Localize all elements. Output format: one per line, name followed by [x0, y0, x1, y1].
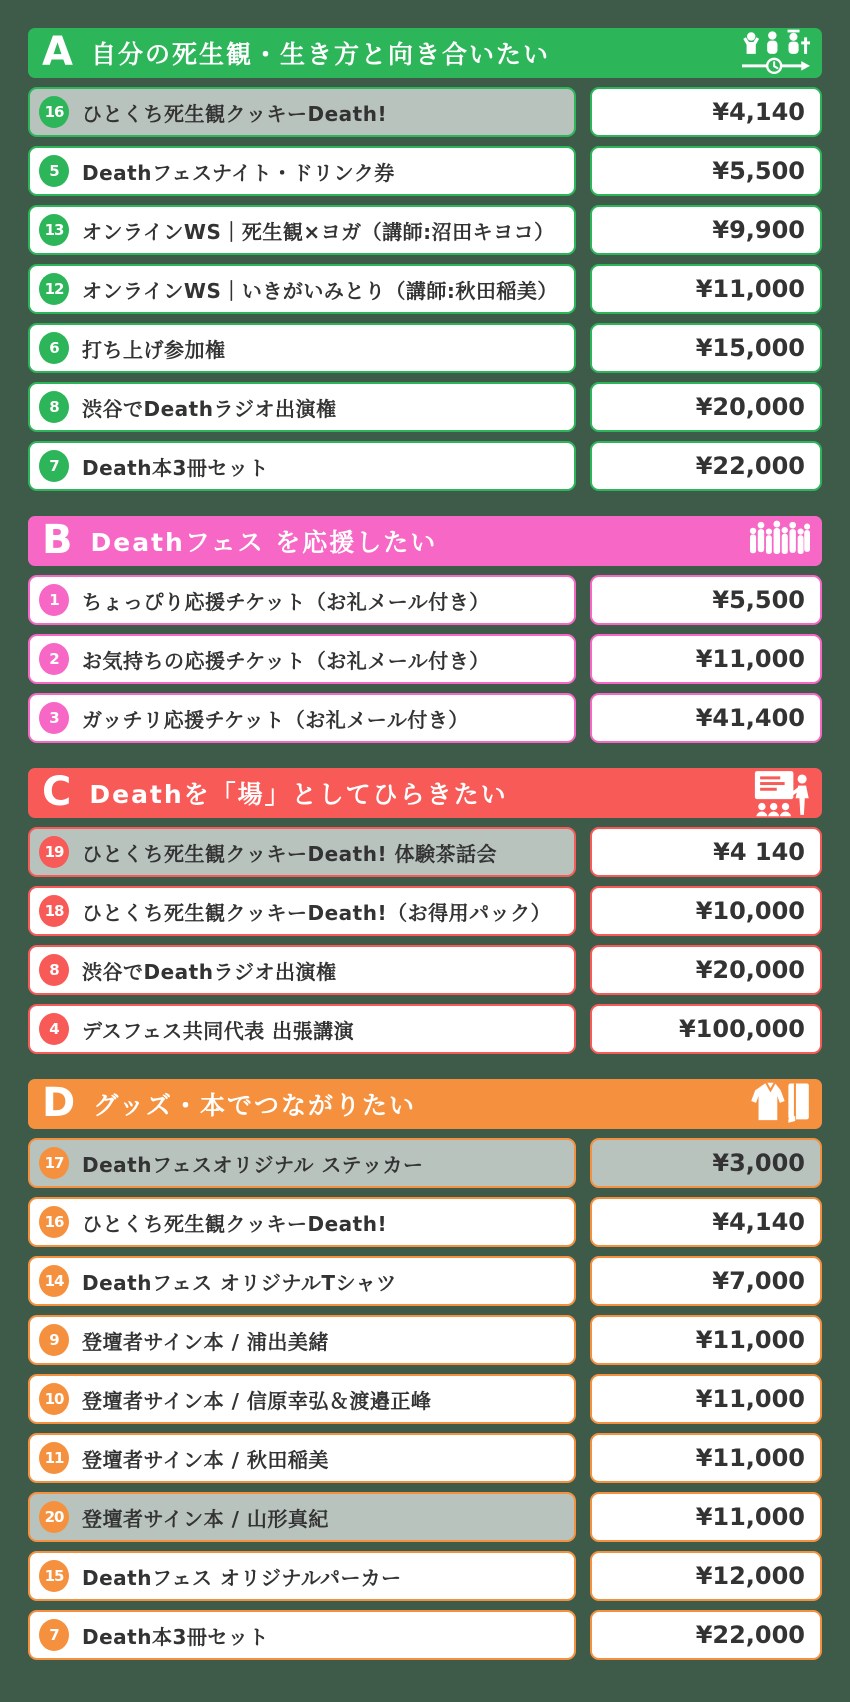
- item-number-badge: 20: [39, 1501, 69, 1533]
- item-price: ¥9,900: [712, 216, 805, 244]
- item-name: ひとくち死生観クッキーDeath!: [82, 101, 388, 126]
- item-name: オンラインWS｜いきがいみとり（講師:秋田稲美）: [82, 278, 558, 303]
- item-price: ¥4,140: [712, 98, 805, 126]
- item-row: [28, 382, 822, 432]
- category-section: [28, 28, 822, 491]
- section-rows: [28, 1138, 822, 1660]
- item-price: ¥10,000: [695, 897, 805, 925]
- item-row: [28, 441, 822, 491]
- item-row: [28, 1315, 822, 1365]
- item-number-badge: 5: [39, 155, 69, 187]
- item-number-badge: 7: [39, 450, 69, 482]
- section-letter: D: [42, 1080, 76, 1126]
- item-name-box: [28, 264, 576, 314]
- item-number-badge: 12: [39, 273, 69, 305]
- item-name: 登壇者サイン本 / 信原幸弘＆渡邉正峰: [82, 1388, 432, 1413]
- item-price: ¥12,000: [695, 1562, 805, 1590]
- item-name: デスフェス共同代表 出張講演: [82, 1018, 355, 1043]
- item-row: [28, 323, 822, 373]
- item-row: [28, 87, 822, 137]
- item-number-badge: 17: [39, 1147, 69, 1179]
- section-header: [28, 516, 822, 566]
- item-name-box: [28, 382, 576, 432]
- item-row: [28, 1610, 822, 1660]
- item-price-box: [590, 575, 822, 625]
- item-price: ¥11,000: [695, 1503, 805, 1531]
- item-name: Deathフェスオリジナル ステッカー: [82, 1152, 424, 1177]
- item-name-box: [28, 1197, 576, 1247]
- item-price-box: [590, 87, 822, 137]
- item-number-badge: 15: [39, 1560, 69, 1592]
- item-name: オンラインWS｜死生観×ヨガ（講師:沼田キヨコ）: [82, 219, 555, 244]
- item-price-box: [590, 1492, 822, 1542]
- item-price-box: [590, 1197, 822, 1247]
- category-section: [28, 1079, 822, 1660]
- item-price: ¥7,000: [712, 1267, 805, 1295]
- item-price: ¥11,000: [695, 275, 805, 303]
- item-price-box: [590, 945, 822, 995]
- category-section: [28, 768, 822, 1054]
- item-row: [28, 146, 822, 196]
- item-price-box: [590, 146, 822, 196]
- item-price: ¥11,000: [695, 1326, 805, 1354]
- item-name: Deathフェスナイト・ドリンク券: [82, 160, 395, 185]
- item-name: ちょっぴり応援チケット（お礼メール付き）: [82, 589, 490, 614]
- item-name-box: [28, 634, 576, 684]
- item-name: ひとくち死生観クッキーDeath! 体験茶話会: [82, 841, 498, 866]
- item-price: ¥100,000: [678, 1015, 805, 1043]
- item-number-badge: 2: [39, 643, 69, 675]
- item-number-badge: 9: [39, 1324, 69, 1356]
- item-price-box: [590, 382, 822, 432]
- item-row: [28, 1197, 822, 1247]
- item-price-box: [590, 1256, 822, 1306]
- item-number-badge: 19: [39, 836, 69, 868]
- item-price: ¥4 140: [713, 838, 805, 866]
- item-name: ひとくち死生観クッキーDeath!（お得用パック）: [82, 900, 552, 925]
- item-price: ¥20,000: [695, 956, 805, 984]
- section-title: Deathフェス を応援したい: [90, 528, 438, 557]
- item-name-box: [28, 323, 576, 373]
- item-row: [28, 634, 822, 684]
- category-section: [28, 516, 822, 743]
- item-price-box: [590, 441, 822, 491]
- item-number-badge: 11: [39, 1442, 69, 1474]
- item-price: ¥11,000: [695, 1444, 805, 1472]
- people-timeline-icon: [742, 29, 810, 77]
- item-price-box: [590, 1138, 822, 1188]
- section-letter: A: [42, 29, 73, 75]
- goods-book-icon: [748, 1081, 810, 1127]
- item-price: ¥15,000: [695, 334, 805, 362]
- item-row: [28, 1256, 822, 1306]
- item-name-box: [28, 1315, 576, 1365]
- item-name: 登壇者サイン本 / 浦出美緒: [82, 1329, 329, 1354]
- item-name-box: [28, 1610, 576, 1660]
- section-title: グッズ・本でつながりたい: [93, 1091, 416, 1120]
- item-name-box: [28, 693, 576, 743]
- section-title: Deathを「場」としてひらきたい: [89, 780, 508, 809]
- item-price-box: [590, 1433, 822, 1483]
- item-price-box: [590, 1610, 822, 1660]
- item-number-badge: 16: [39, 1206, 69, 1238]
- section-title: 自分の死生観・生き方と向き合いたい: [90, 40, 550, 69]
- item-price-box: [590, 323, 822, 373]
- item-row: [28, 575, 822, 625]
- item-price-box: [590, 827, 822, 877]
- item-row: [28, 945, 822, 995]
- item-price: ¥41,400: [695, 704, 805, 732]
- item-name: 登壇者サイン本 / 山形真紀: [82, 1506, 329, 1531]
- section-rows: [28, 827, 822, 1054]
- item-price-box: [590, 634, 822, 684]
- section-letter: B: [42, 517, 73, 563]
- item-price-box: [590, 1004, 822, 1054]
- item-row: [28, 1374, 822, 1424]
- section-rows: [28, 575, 822, 743]
- item-number-badge: 14: [39, 1265, 69, 1297]
- item-name-box: [28, 205, 576, 255]
- item-name-box: [28, 1374, 576, 1424]
- item-number-badge: 4: [39, 1013, 69, 1045]
- item-name-box: [28, 441, 576, 491]
- item-price-box: [590, 1551, 822, 1601]
- item-name: ガッチリ応援チケット（お礼メール付き）: [82, 707, 469, 732]
- item-row: [28, 1492, 822, 1542]
- item-price-box: [590, 264, 822, 314]
- item-row: [28, 264, 822, 314]
- section-rows: [28, 87, 822, 491]
- item-name-box: [28, 886, 576, 936]
- item-name-box: [28, 1256, 576, 1306]
- section-header: [28, 28, 822, 78]
- item-name-box: [28, 87, 576, 137]
- item-name: Deathフェス オリジナルパーカー: [82, 1565, 402, 1590]
- item-number-badge: 16: [39, 96, 69, 128]
- section-letter: C: [42, 769, 72, 815]
- item-row: [28, 1551, 822, 1601]
- item-price-box: [590, 1374, 822, 1424]
- item-price-box: [590, 205, 822, 255]
- item-price-box: [590, 693, 822, 743]
- item-number-badge: 7: [39, 1619, 69, 1651]
- item-name-box: [28, 1138, 576, 1188]
- item-number-badge: 1: [39, 584, 69, 616]
- item-number-badge: 13: [39, 214, 69, 246]
- item-name-box: [28, 827, 576, 877]
- item-name-box: [28, 1004, 576, 1054]
- item-row: [28, 827, 822, 877]
- item-name: Death本3冊セット: [82, 455, 269, 480]
- item-price: ¥5,500: [712, 157, 805, 185]
- item-number-badge: 18: [39, 895, 69, 927]
- item-row: [28, 205, 822, 255]
- item-price: ¥3,000: [712, 1149, 805, 1177]
- item-row: [28, 886, 822, 936]
- item-price: ¥11,000: [695, 1385, 805, 1413]
- item-row: [28, 1138, 822, 1188]
- item-price: ¥20,000: [695, 393, 805, 421]
- item-name-box: [28, 1433, 576, 1483]
- item-number-badge: 8: [39, 391, 69, 423]
- item-name: Death本3冊セット: [82, 1624, 269, 1649]
- section-header: [28, 768, 822, 818]
- item-number-badge: 8: [39, 954, 69, 986]
- item-name: ひとくち死生観クッキーDeath!: [82, 1211, 388, 1236]
- item-name-box: [28, 1492, 576, 1542]
- item-number-badge: 3: [39, 702, 69, 734]
- item-price: ¥5,500: [712, 586, 805, 614]
- item-name-box: [28, 945, 576, 995]
- item-row: [28, 1004, 822, 1054]
- item-name: 渋谷でDeathラジオ出演権: [82, 959, 337, 984]
- presentation-icon: [754, 769, 810, 817]
- item-price: ¥4,140: [712, 1208, 805, 1236]
- item-name: 打ち上げ参加権: [82, 337, 226, 362]
- item-number-badge: 10: [39, 1383, 69, 1415]
- item-name-box: [28, 575, 576, 625]
- item-price-box: [590, 886, 822, 936]
- item-name-box: [28, 146, 576, 196]
- item-number-badge: 6: [39, 332, 69, 364]
- item-name: お気持ちの応援チケット（お礼メール付き）: [82, 648, 490, 673]
- section-header: [28, 1079, 822, 1129]
- item-price: ¥22,000: [695, 452, 805, 480]
- item-price: ¥22,000: [695, 1621, 805, 1649]
- crowd-icon: [748, 519, 810, 563]
- item-name-box: [28, 1551, 576, 1601]
- item-price: ¥11,000: [695, 645, 805, 673]
- item-name: 渋谷でDeathラジオ出演権: [82, 396, 337, 421]
- item-price-box: [590, 1315, 822, 1365]
- item-name: 登壇者サイン本 / 秋田稲美: [82, 1447, 329, 1472]
- item-name: Deathフェス オリジナルTシャツ: [82, 1270, 397, 1295]
- item-row: [28, 693, 822, 743]
- item-row: [28, 1433, 822, 1483]
